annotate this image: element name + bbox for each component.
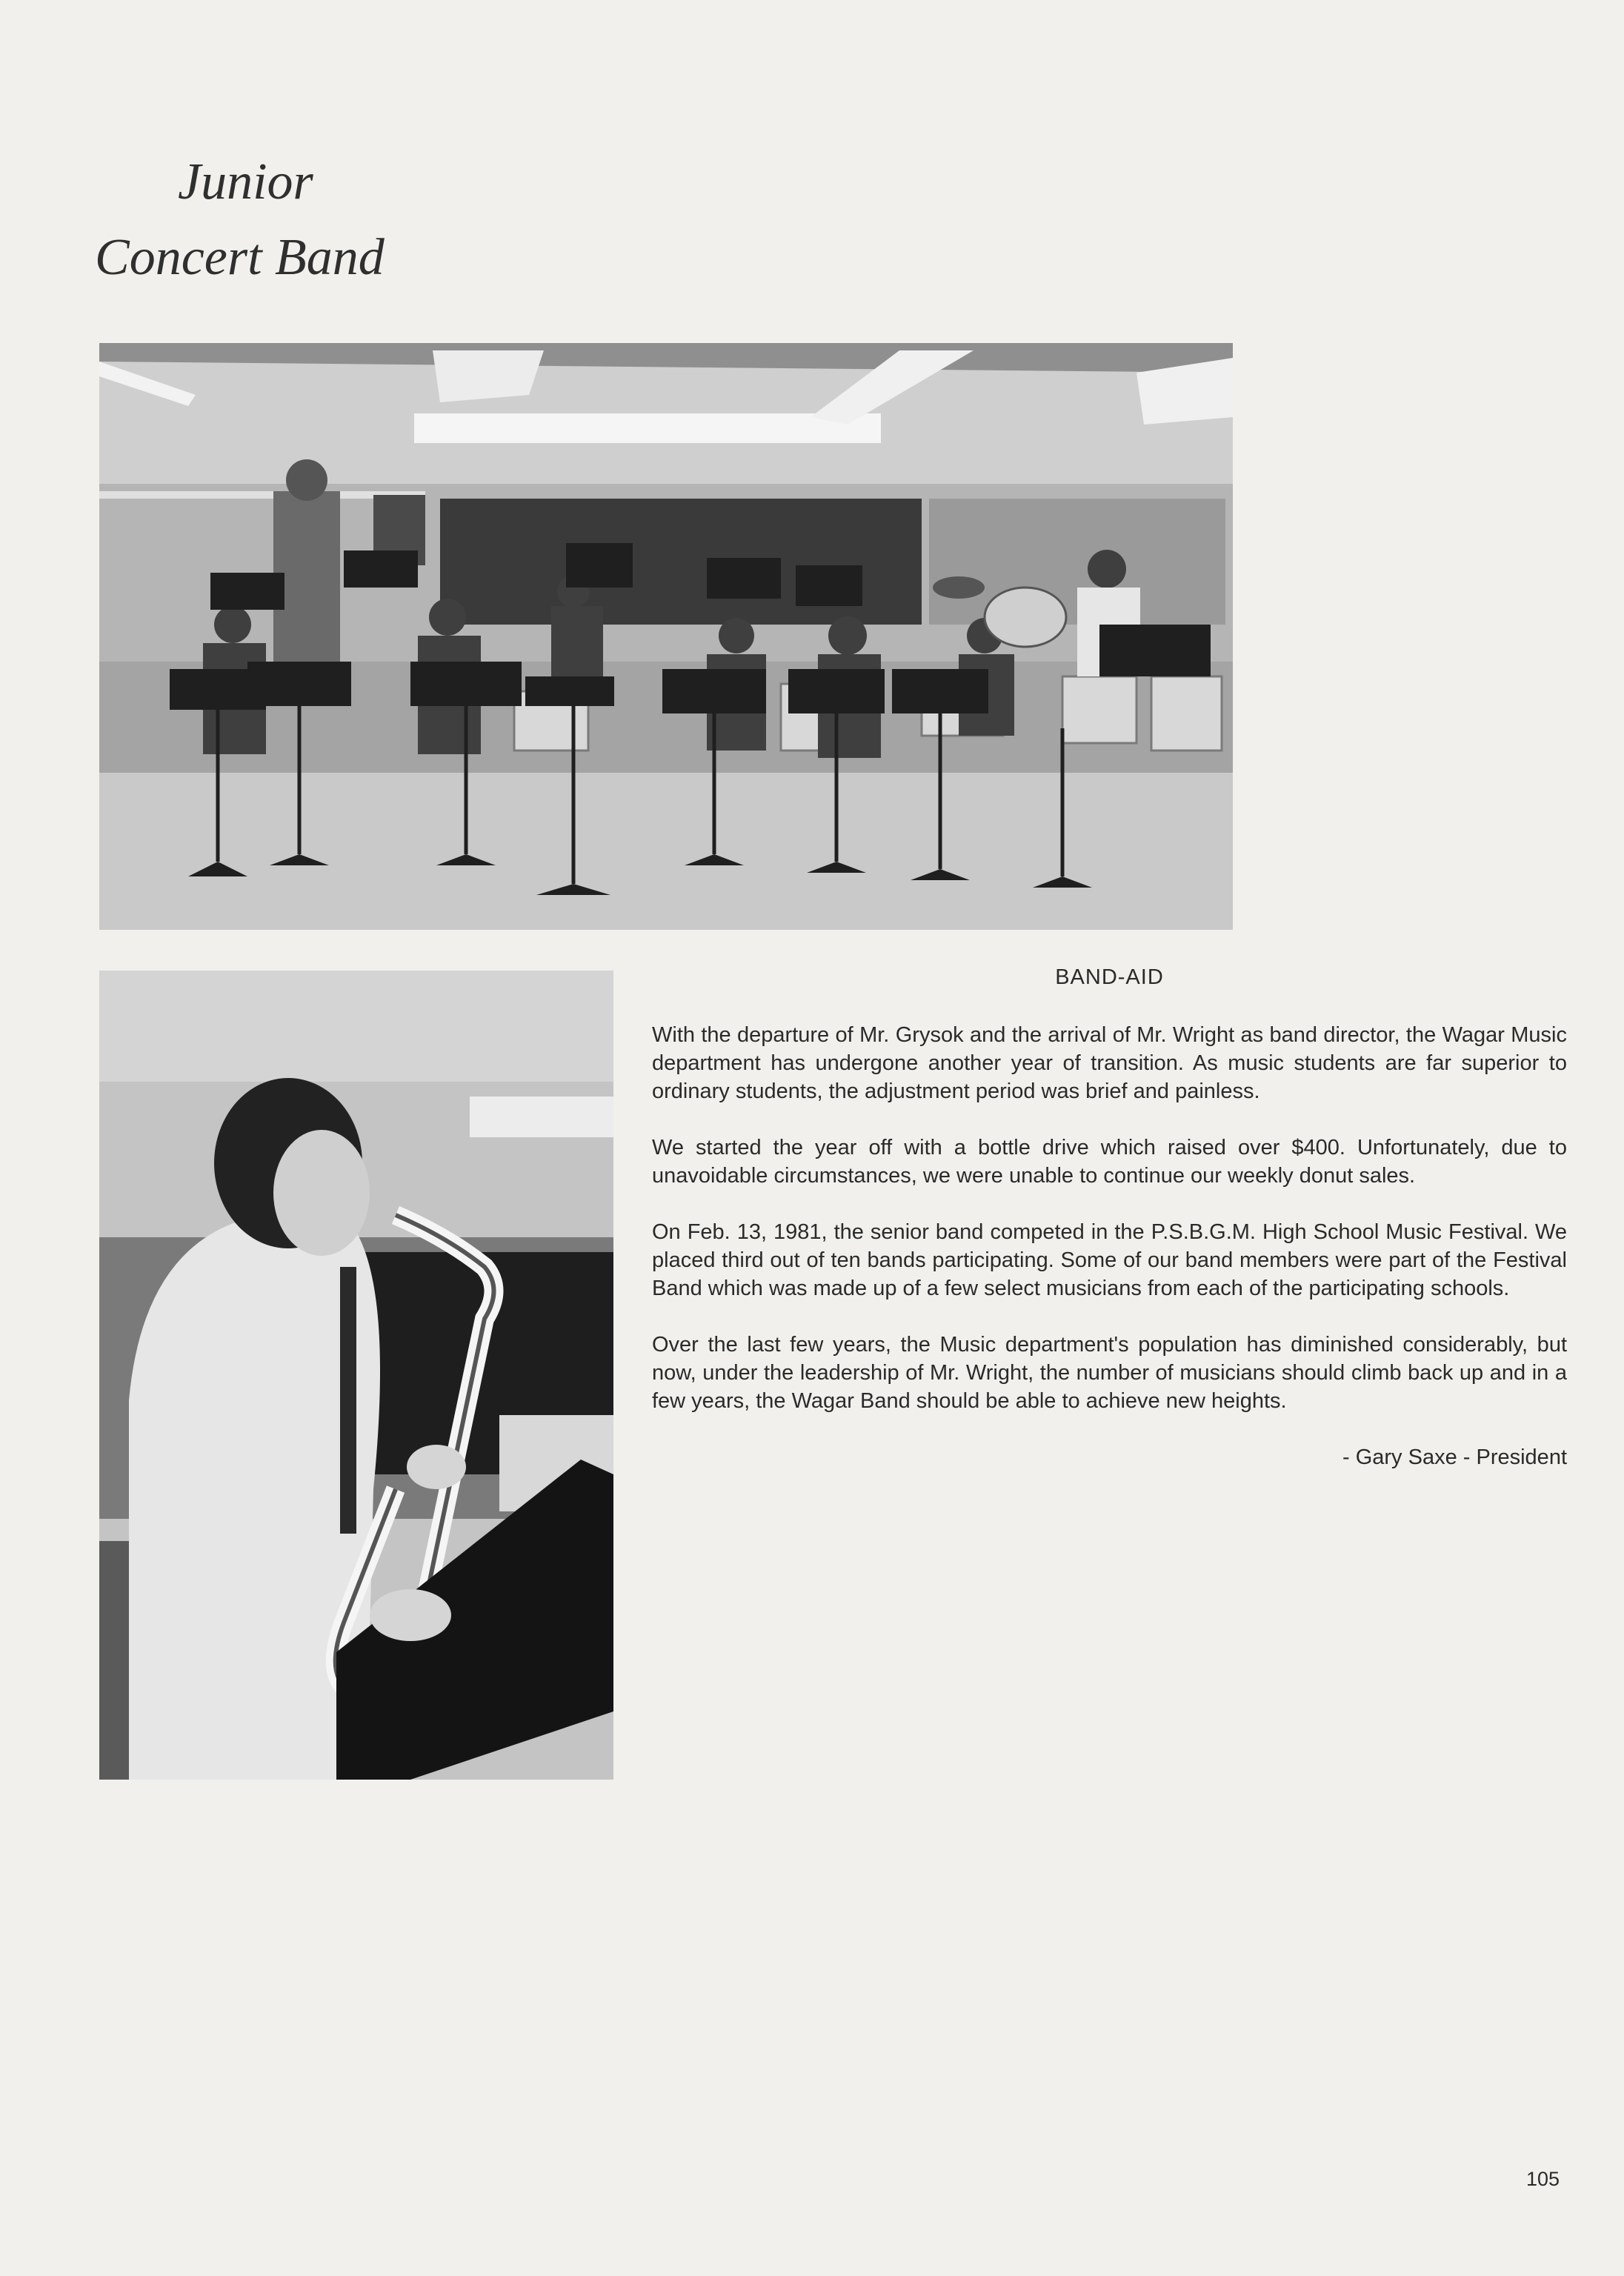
saxophone-player-photo xyxy=(99,971,613,1780)
article xyxy=(652,965,1567,1500)
article-paragraph-3: On Feb. 13, 1981, the senior band competed in the P.S.B.G.M. High School Music Festival. We placed third out of ten bands participating. Some of our band members were part of the Festival Band which was made up of a few select musicians from each of the participating schools. xyxy=(652,1220,1567,1300)
page-title-line-1: Junior xyxy=(178,153,313,210)
article-paragraph-1: With the departure of Mr. Grysok and the arrival of Mr. Wright as band director, the Wagar Music department has undergone another year of transition. As music students are far superior to ordinary students, the adjustment period was brief and painless. xyxy=(652,1023,1567,1103)
article-heading: BAND-AID xyxy=(1055,965,1164,989)
article-paragraph-4: Over the last few years, the Music department's population has diminished considerably, but now, under the leadership of Mr. Wright, the number of musicians should climb back up and in a few years, the Wagar Band should be able to achieve new heights. xyxy=(652,1333,1567,1413)
band-rehearsal-photo xyxy=(99,343,1233,930)
saxophone-player-photo-image xyxy=(99,971,613,1780)
page-title xyxy=(95,144,465,296)
article-signature: - Gary Saxe - President xyxy=(1342,1445,1567,1469)
page-number: 105 xyxy=(1526,2168,1560,2190)
page-title-line-2: Concert Band xyxy=(95,229,385,286)
article-paragraph-2: We started the year off with a bottle drive which raised over $400. Unfortunately, due to unavoidable circumstances, we were unable to continue our weekly donut sales. xyxy=(652,1136,1567,1188)
band-rehearsal-photo-image xyxy=(99,343,1233,930)
